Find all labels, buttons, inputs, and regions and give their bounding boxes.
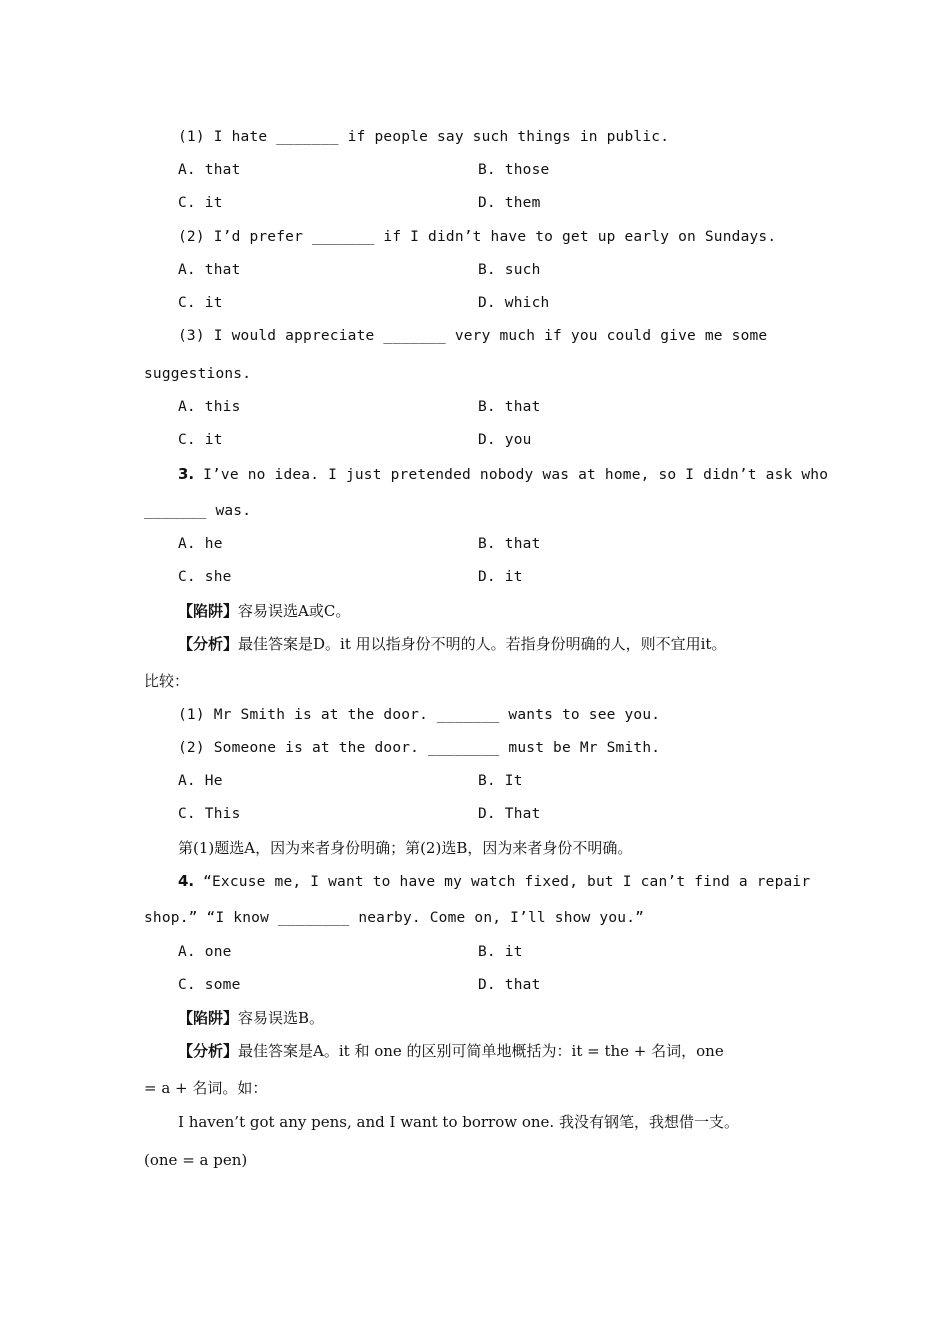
q4-trap [178,1008,324,1028]
q3-analysis-text: 最佳答案是D。it 用以指身份不明的人。若指身份明确的人，则不宜用it。 [238,635,727,653]
q3-trap-tag: 【陷阱】 [178,602,239,620]
q3-stem-line2: _______ was. [144,503,252,519]
q4-option-a: A. one [178,944,232,960]
q3-compare-label: 比较： [144,672,190,690]
q3-example-option-a: A. He [178,773,223,789]
q4-analysis-line2: = a + 名词。如： [144,1079,268,1097]
q2-sub1-option-b: B. those [478,162,550,178]
q2-sub2-option-c: C. it [178,295,223,311]
q3-trap [178,601,350,621]
q4-example-note: (one = a pen) [144,1151,248,1169]
q4-option-c: C. some [178,977,241,993]
q4-analysis [178,1041,724,1061]
q2-sub2-option-b: B. such [478,262,541,278]
q3-example-option-c: C. This [178,806,241,822]
q3-option-d: D. it [478,569,523,585]
q3-example-option-d: D. That [478,806,541,822]
q2-sub1-stem: (1) I hate _______ if people say such things in public. [178,129,670,145]
q3-option-a: A. he [178,536,223,552]
q3-stem-text: I’ve no idea. I just pretended nobody was at home, so I didn’t ask who [194,467,829,483]
q3-trap-text: 容易误选A或C。 [238,602,351,620]
q3-stem-line1 [178,464,828,485]
q2-sub2-option-a: A. that [178,262,241,278]
q2-sub3-option-a: A. this [178,399,241,415]
q2-sub3-option-c: C. it [178,432,223,448]
q3-option-c: C. she [178,569,232,585]
q4-stem-text: “Excuse me, I want to have my watch fixed, but I can’t find a repair [194,874,811,890]
q3-example-option-b: B. It [478,773,523,789]
q4-option-b: B. it [478,944,523,960]
q3-analysis-tag: 【分析】 [178,635,239,653]
q4-analysis-tag: 【分析】 [178,1042,239,1060]
q3-option-b: B. that [478,536,541,552]
q2-sub2-stem: (2) I’d prefer _______ if I didn’t have to get up early on Sundays. [178,229,777,245]
q4-example-sentence: I haven’t got any pens, and I want to borrow one. 我没有钢笔，我想借一支。 [178,1113,739,1131]
q2-sub1-option-d: D. them [478,195,541,211]
q3-example-1: (1) Mr Smith is at the door. _______ wants to see you. [178,707,661,723]
q4-stem-line1 [178,871,810,892]
q4-analysis-text: 最佳答案是A。it 和 one 的区别可简单地概括为：it = the + 名词，one [238,1042,724,1060]
q2-sub3-option-b: B. that [478,399,541,415]
q2-sub1-option-a: A. that [178,162,241,178]
q4-trap-text: 容易误选B。 [238,1009,325,1027]
q4-number: 4. [178,872,195,890]
q3-number: 3. [178,465,195,483]
q2-sub2-option-d: D. which [478,295,550,311]
q2-sub3-stem-line2: suggestions. [144,366,252,382]
q3-example-explanation: 第(1)题选A，因为来者身份明确；第(2)选B，因为来者身份不明确。 [178,839,633,857]
q2-sub3-option-d: D. you [478,432,532,448]
q3-analysis [178,634,726,654]
q2-sub3-stem-line1: (3) I would appreciate _______ very much if you could give me some [178,328,768,344]
q4-trap-tag: 【陷阱】 [178,1009,239,1027]
q4-option-d: D. that [478,977,541,993]
q2-sub1-option-c: C. it [178,195,223,211]
q4-stem-line2: shop.” “I know ________ nearby. Come on, I’ll show you.” [144,910,645,926]
q3-example-2: (2) Someone is at the door. ________ must be Mr Smith. [178,740,661,756]
